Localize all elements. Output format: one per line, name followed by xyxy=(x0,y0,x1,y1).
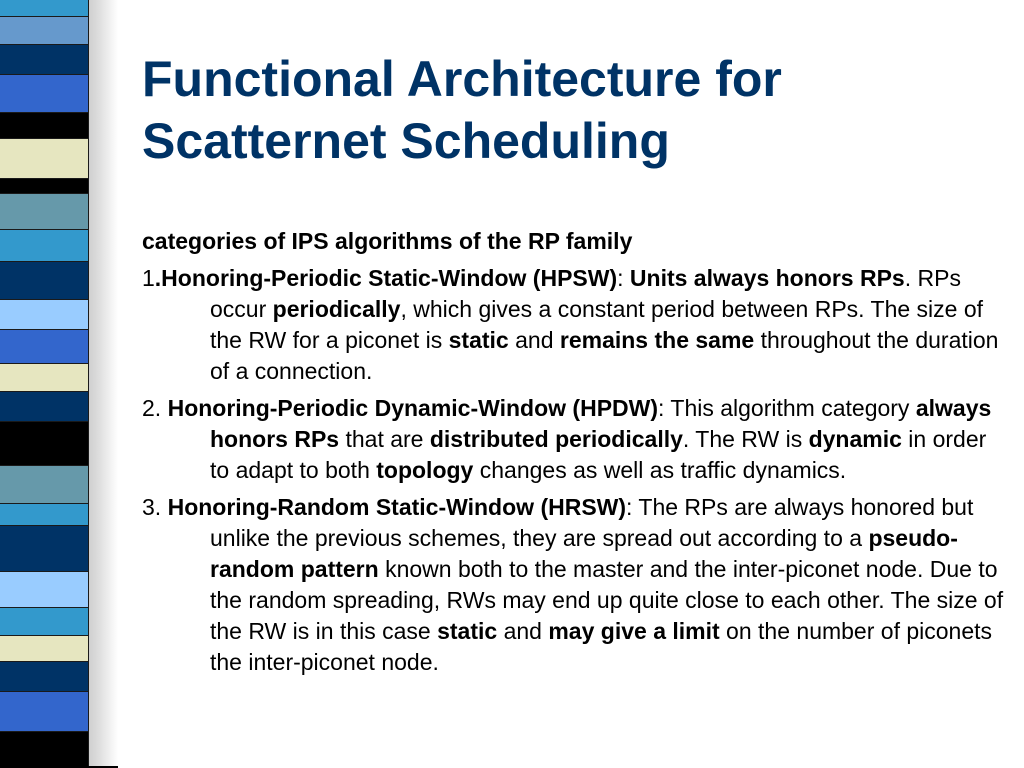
stripe-segment xyxy=(0,504,88,526)
item-text: : The RPs are always honored but unlike the previous schemes, they are spread out according to a xyxy=(210,494,974,551)
stripe-segment xyxy=(0,692,88,732)
item-term: Honoring-Random Static-Window (HRSW) xyxy=(167,494,627,520)
stripe-segment xyxy=(0,608,88,636)
item-text: : xyxy=(617,265,630,291)
item-text: , which gives a constant period between RPs. The size of the RW for a piconet is xyxy=(210,296,984,353)
decorative-stripe xyxy=(0,0,118,768)
stripe-segment xyxy=(0,45,88,75)
item-number: 3. xyxy=(142,494,168,520)
stripe-segment xyxy=(0,572,88,608)
item-text: on the number of piconets the inter-piconet node. xyxy=(210,618,993,675)
item-bold: periodically xyxy=(272,296,401,322)
slide-body xyxy=(142,226,1004,684)
item-bold: always honors RPs xyxy=(210,395,992,452)
list-item-hpdw xyxy=(142,393,1004,486)
stripe-segment xyxy=(0,113,88,139)
item-text: . The RW is xyxy=(682,426,809,452)
item-text: and xyxy=(497,618,549,644)
stripe-bar xyxy=(0,0,89,768)
list-item-hpsw xyxy=(142,263,1004,387)
item-term: .Honoring-Periodic Static-Window (HPSW) xyxy=(154,265,618,291)
subtitle-text: categories of IPS algorithms of the RP family xyxy=(142,228,633,254)
stripe-segment xyxy=(0,636,88,662)
item-text: : This algorithm category xyxy=(658,395,916,421)
item-bold: distributed periodically xyxy=(429,426,683,452)
stripe-segment xyxy=(0,139,88,179)
stripe-segment xyxy=(0,17,88,45)
stripe-segment xyxy=(0,75,88,113)
stripe-segment xyxy=(0,662,88,692)
item-bold: static xyxy=(437,618,498,644)
stripe-segment xyxy=(0,364,88,392)
item-text: . RPs occur xyxy=(210,265,961,322)
item-number: 2. xyxy=(142,395,168,421)
list-item-hrsw xyxy=(142,492,1004,678)
item-text: that are xyxy=(339,426,430,452)
item-text: known both to the master and the inter-piconet node. Due to the random spreading, RWs may end up quite close to each other. The size of the RW is in this case xyxy=(210,556,1004,644)
item-bold: dynamic xyxy=(808,426,902,452)
stripe-segment xyxy=(0,230,88,262)
item-bold: may give a limit xyxy=(548,618,720,644)
item-bold: Units always honors RPs xyxy=(629,265,905,291)
title-line-2: Scatternet Scheduling xyxy=(142,113,670,169)
stripe-segment xyxy=(0,526,88,572)
stripe-segment xyxy=(0,179,88,194)
stripe-segment xyxy=(0,330,88,364)
stripe-segment xyxy=(0,194,88,230)
stripe-segment xyxy=(0,300,88,330)
item-text: throughout the duration of a connection. xyxy=(210,327,999,384)
item-number: 1 xyxy=(142,265,155,291)
item-bold: static xyxy=(448,327,509,353)
item-bold: remains the same xyxy=(559,327,755,353)
stripe-segment xyxy=(0,392,88,422)
stripe-segment xyxy=(0,0,88,17)
item-term: Honoring-Periodic Dynamic-Window (HPDW) xyxy=(167,395,659,421)
item-bold: pseudo-random pattern xyxy=(210,525,958,582)
item-text: in order to adapt to both xyxy=(210,426,987,483)
stripe-segment xyxy=(0,732,88,768)
stripe-segment xyxy=(0,422,88,466)
slide-title xyxy=(142,48,1002,172)
title-line-1: Functional Architecture for xyxy=(142,51,782,107)
item-text: and xyxy=(508,327,560,353)
stripe-segment xyxy=(0,262,88,300)
stripe-segment xyxy=(0,466,88,504)
subtitle xyxy=(142,226,1004,257)
item-text: changes as well as traffic dynamics. xyxy=(473,457,847,483)
item-bold: topology xyxy=(376,457,474,483)
